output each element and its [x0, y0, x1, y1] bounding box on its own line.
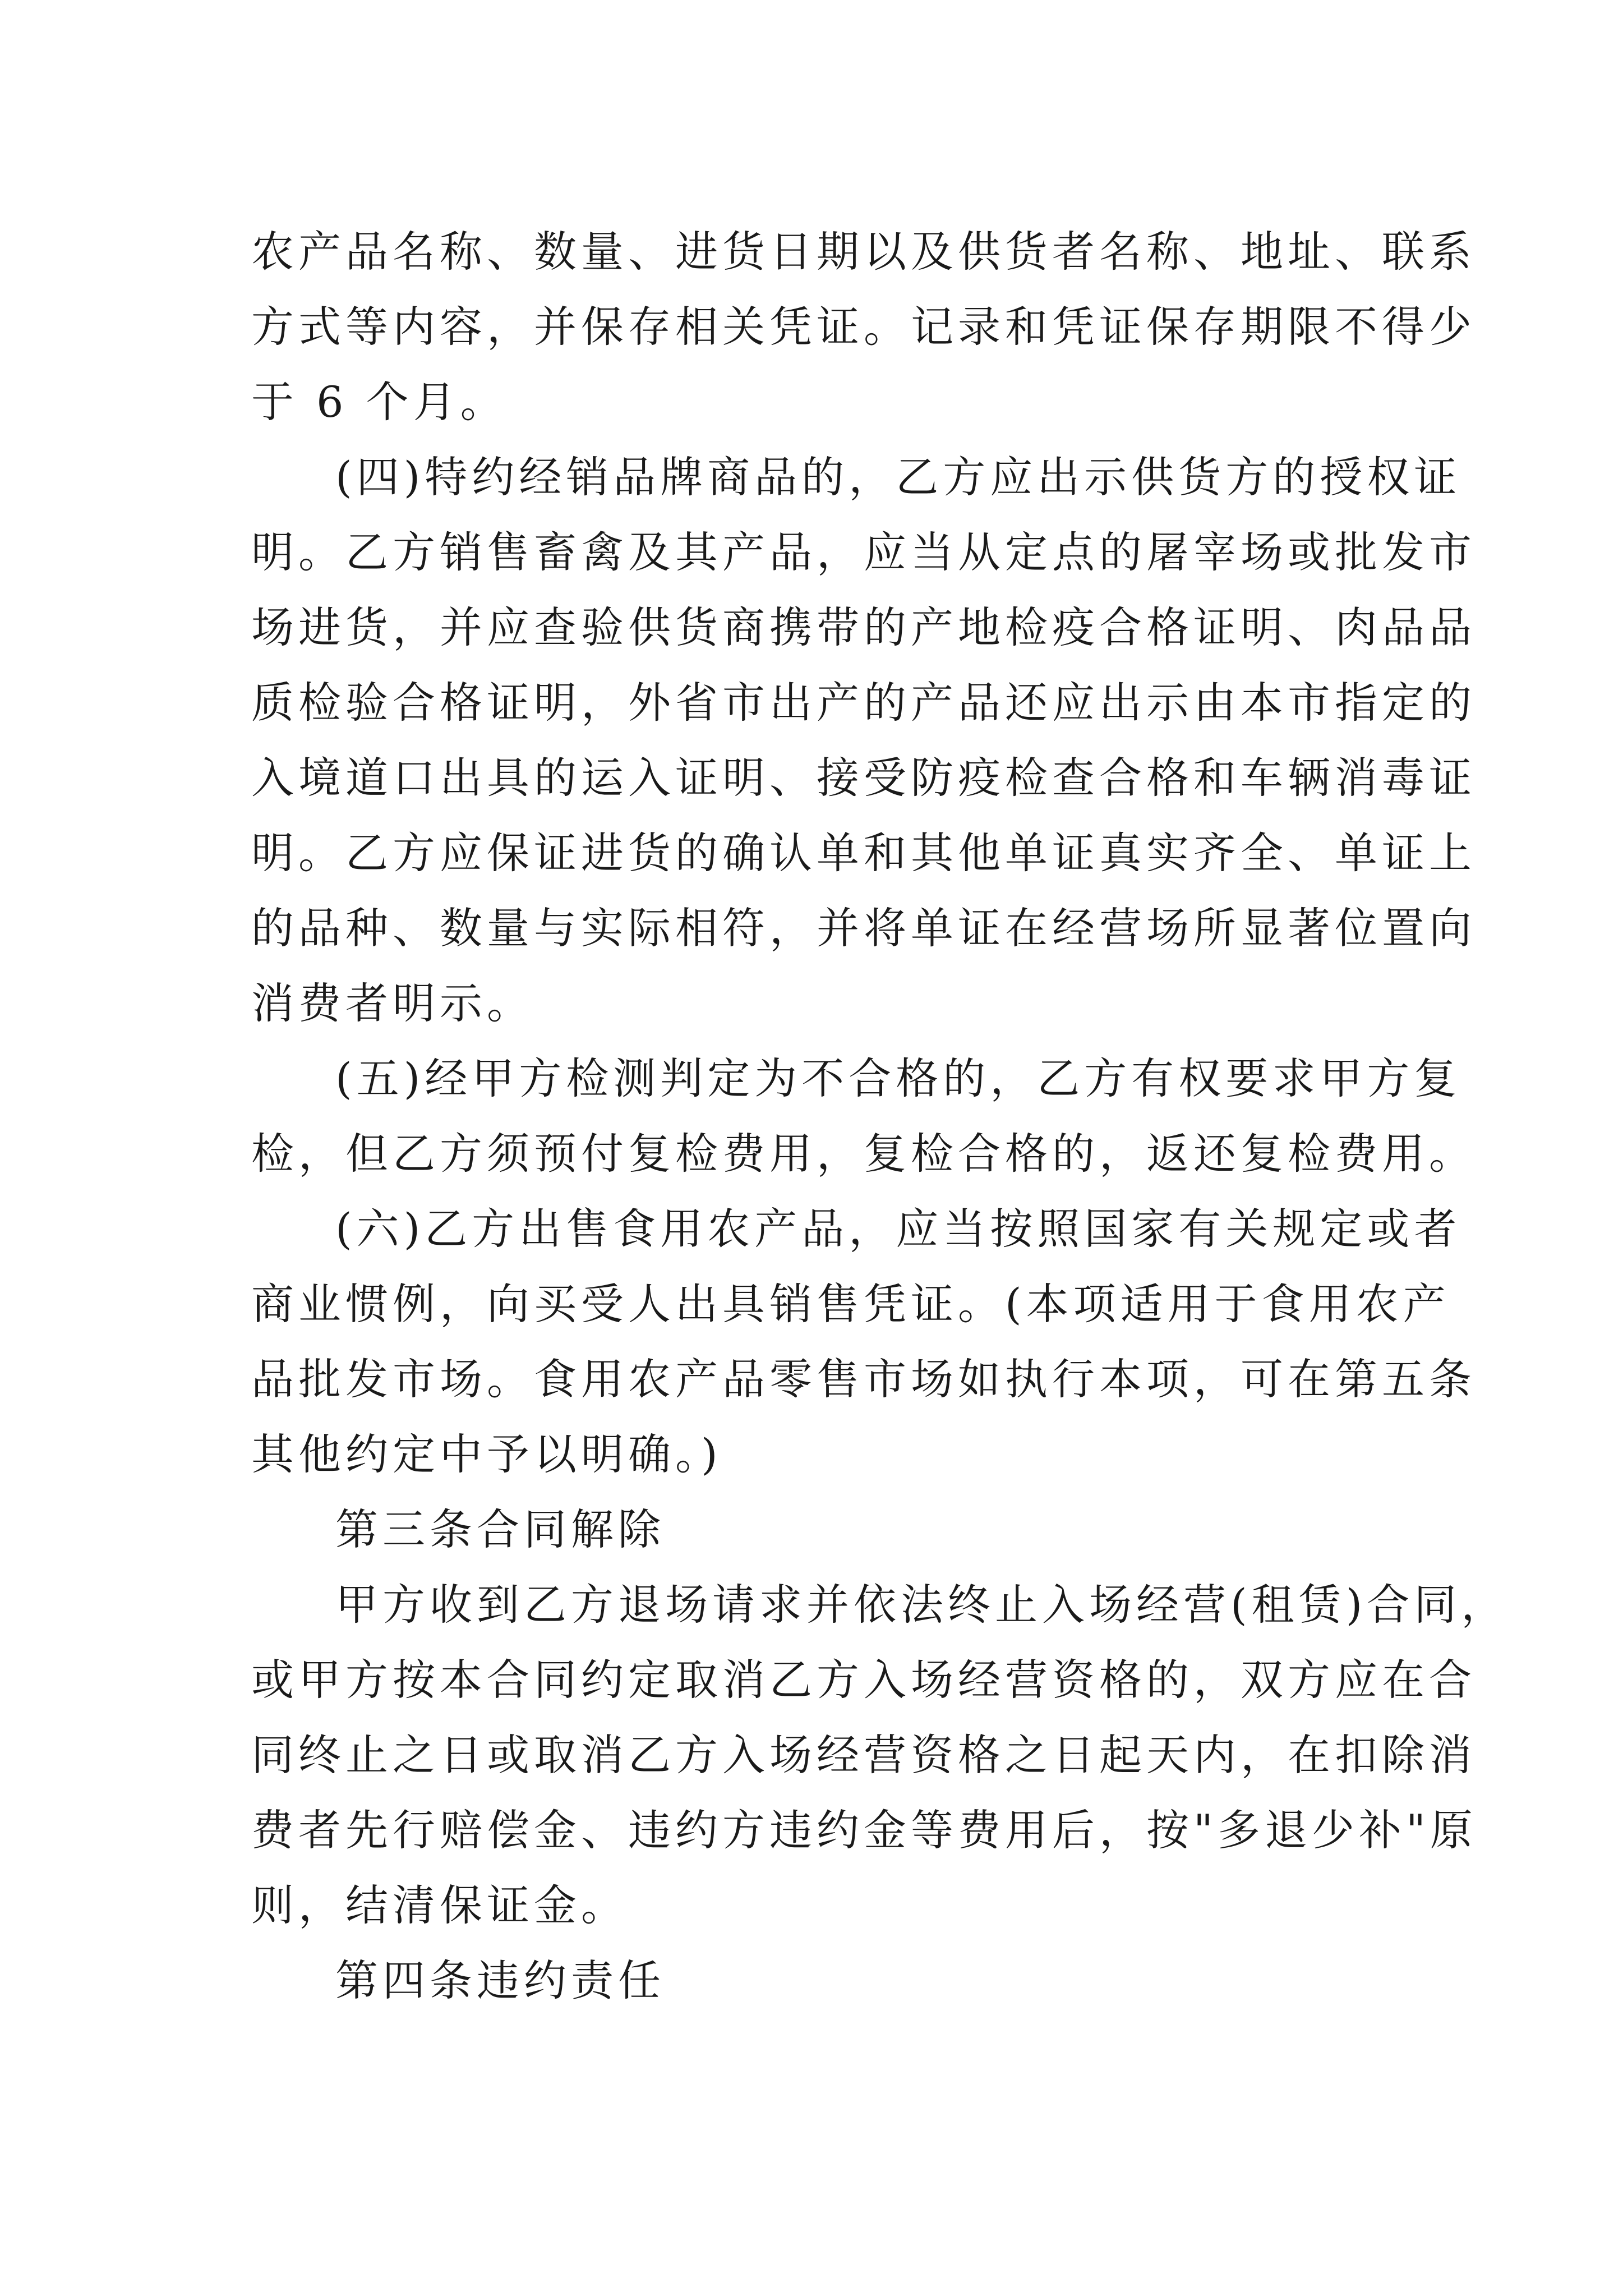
text-line: 入境道口出具的运入证明、接受防疫检查合格和车辆消毒证	[251, 753, 1476, 803]
text-line: 的品种、数量与实际相符，并将单证在经营场所显著位置向	[251, 903, 1476, 953]
text-line: 其他约定中予以明确。)	[251, 1429, 722, 1479]
paragraph-5-start: (五)经甲方检测判定为不合格的，乙方有权要求甲方复	[335, 1053, 1461, 1103]
section-heading-3: 第三条合同解除	[335, 1504, 665, 1554]
text-line: 商业惯例，向买受人出具销售凭证。(本项适用于食用农产	[251, 1279, 1450, 1329]
text-line: 质检验合格证明，外省市出产的产品还应出示由本市指定的	[251, 678, 1476, 728]
paragraph-6-start: (六)乙方出售食用农产品，应当按照国家有关规定或者	[335, 1204, 1461, 1254]
text-line: 消费者明示。	[251, 978, 534, 1028]
text-line: 方式等内容，并保存相关凭证。记录和凭证保存期限不得少	[251, 302, 1476, 352]
text-line: 明。乙方应保证进货的确认单和其他单证真实齐全、单证上	[251, 828, 1476, 878]
text-line: 则，结清保证金。	[251, 1880, 628, 1930]
text-line: 于 6 个月。	[251, 377, 508, 427]
text-line: 或甲方按本合同约定取消乙方入场经营资格的，双方应在合	[251, 1655, 1476, 1705]
text-line: 检，但乙方须预付复检费用，复检合格的，返还复检费用。	[251, 1129, 1476, 1179]
text-line: 品批发市场。食用农产品零售市场如执行本项，可在第五条	[251, 1354, 1476, 1404]
paragraph-4-start: (四)特约经销品牌商品的，乙方应出示供货方的授权证	[335, 452, 1461, 502]
text-line: 农产品名称、数量、进货日期以及供货者名称、地址、联系	[251, 227, 1476, 277]
text-line: 费者先行赔偿金、违约方违约金等费用后，按"多退少补"原	[251, 1805, 1477, 1855]
section-heading-4: 第四条违约责任	[335, 1955, 665, 2005]
text-line: 明。乙方销售畜禽及其产品，应当从定点的屠宰场或批发市	[251, 527, 1476, 577]
text-line: 场进货，并应查验供货商携带的产地检疫合格证明、肉品品	[251, 602, 1476, 652]
paragraph-termination-start: 甲方收到乙方退场请求并依法终止入场经营(租赁)合同，	[335, 1580, 1509, 1630]
text-line: 同终止之日或取消乙方入场经营资格之日起天内，在扣除消	[251, 1730, 1476, 1780]
